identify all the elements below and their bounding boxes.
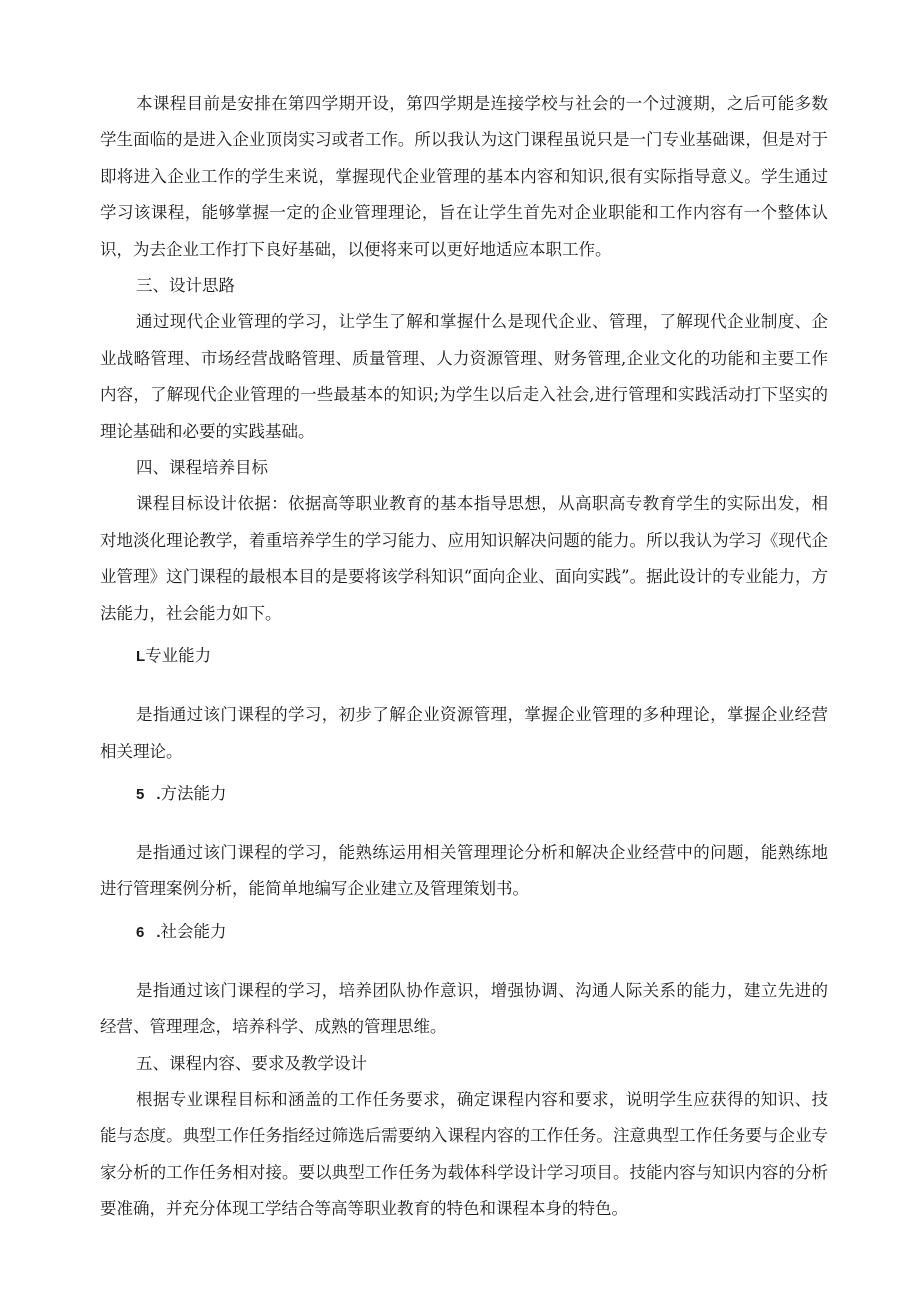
subheading-title: 方法能力 <box>160 783 227 803</box>
heading-course-content: 五、课程内容、要求及教学设计 <box>136 1053 367 1073</box>
paragraph-course-content: 根据专业课程目标和涵盖的工作任务要求，确定课程内容和要求，说明学生应获得的知识、技能与态度。典型工作任务指经过筛选后需要纳入课程内容的工作任务。注意典型工作任务要与企业专家分析的工作任务相对接。要以典型工作任务为载体科学设计学习项目。技能内容与知识内容的分析要准确，并充分体现工学结合等高等职业教育的特色和课程本身的特色。 <box>100 1089 828 1219</box>
subheading-social-ability <box>100 920 828 945</box>
subheading-number: L <box>136 648 146 666</box>
subheading-dot: . <box>156 923 161 941</box>
paragraph-course-timing: 本课程目前是安排在第四学期开设，第四学期是连接学校与社会的一个过渡期，之后可能多数学生面临的是进入企业顶岗实习或者工作。所以我认为这门课程虽说只是一门专业基础课，但是对于即将进入企业工作的学生来说，掌握现代企业管理的基本内容和知识,很有实际指导意义。学生通过学习该课程，能够掌握一定的企业管理理论，旨在让学生首先对企业职能和工作内容有一个整体认识，为去企业工作打下良好基础，以便将来可以更好地适应本职工作。 <box>100 94 828 259</box>
paragraph-objective-basis: 课程目标设计依据：依据高等职业教育的基本指导思想，从高职高专教育学生的实际出发，相对地淡化理论教学，着重培养学生的学习能力、应用知识解决问题的能力。所以我认为学习《现代企业管理》这门课程的最根本目的是要将该学科知识“面向企业、面向实践”。据此设计的专业能力，方法能力，社会能力如下。 <box>100 494 828 623</box>
subheading-dot: . <box>156 785 161 803</box>
paragraph-professional-ability: 是指通过该门课程的学习，初步了解企业资源管理，掌握企业管理的多种理论，掌握企业经营相关理论。 <box>100 705 828 761</box>
paragraph-social-ability: 是指通过该门课程的学习，培养团队协作意识，增强协调、沟通人际关系的能力，建立先进的经营、管理理念，培养科学、成熟的管理思维。 <box>100 980 828 1037</box>
subheading-method-ability <box>100 782 828 807</box>
subheading-number: 5 <box>136 785 145 803</box>
heading-design-ideas: 三、设计思路 <box>136 276 235 296</box>
paragraph-design-ideas: 通过现代企业管理的学习，让学生了解和掌握什么是现代企业、管理，了解现代企业制度、企业战略管理、市场经营战略管理、质量管理、人力资源管理、财务管理,企业文化的功能和主要工作内容，了解现代企业管理的一些最基本的知识;为学生以后走入社会,进行管理和实践活动打下坚实的理论基础和必要的实践基础。 <box>100 312 828 441</box>
subheading-title: 专业能力 <box>145 646 212 666</box>
subheading-number: 6 <box>136 923 145 941</box>
subheading-title: 社会能力 <box>160 921 227 941</box>
paragraph-method-ability: 是指通过该门课程的学习，能熟练运用相关管理理论分析和解决企业经营中的问题，能熟练地进行管理案例分析，能简单地编写企业建立及管理策划书。 <box>100 842 828 899</box>
subheading-professional-ability <box>100 644 828 669</box>
document-page <box>100 86 828 1228</box>
heading-course-objectives: 四、课程培养目标 <box>136 458 268 478</box>
